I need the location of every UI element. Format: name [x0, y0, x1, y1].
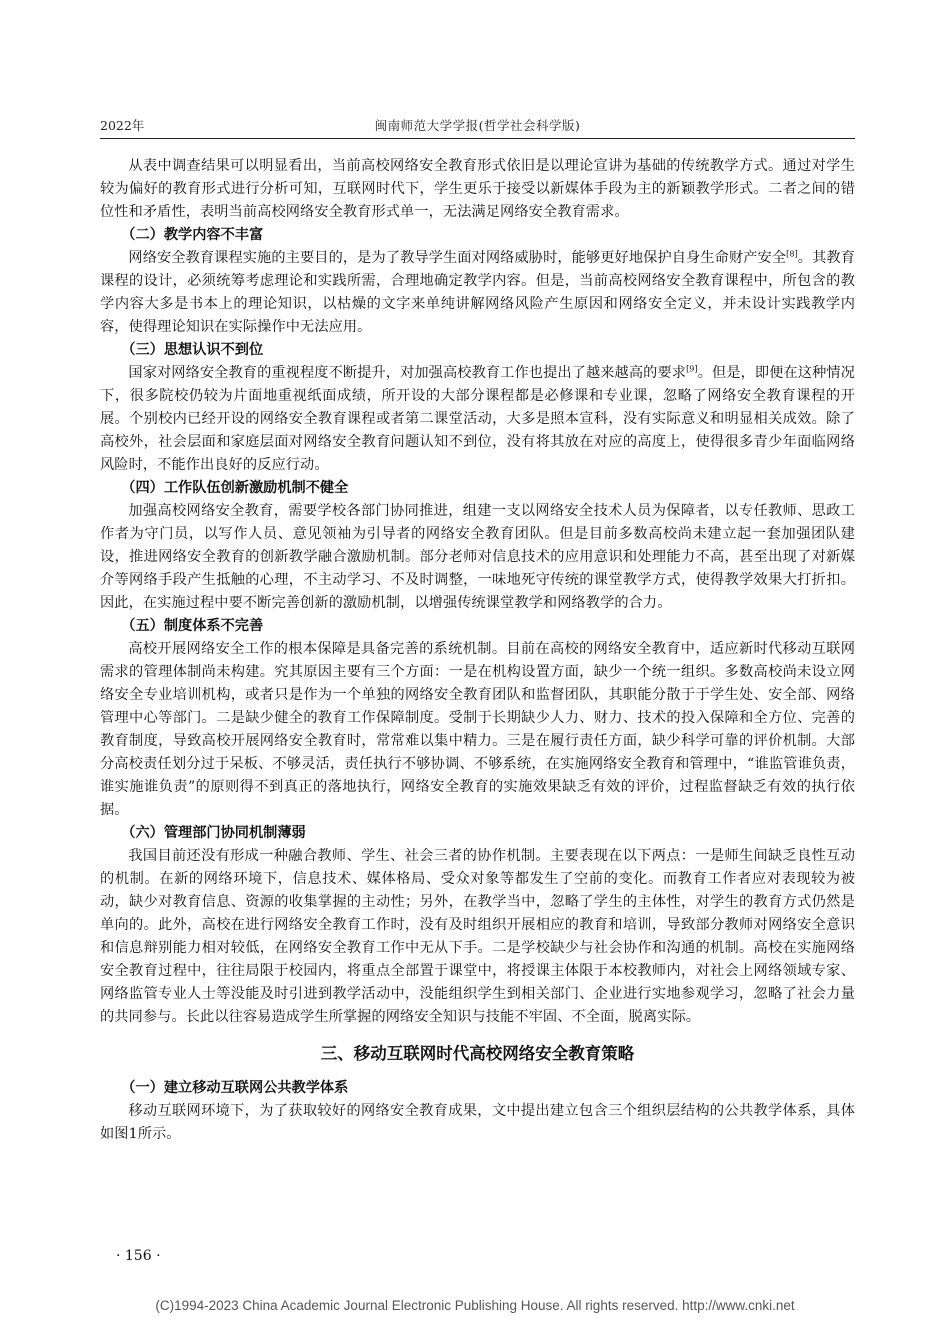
text-run: 。但是，即便在这种情况下，很多院校仍较为片面地重视纸面成绩，所开设的大部分课程都是必修课和专业课，忽略了网络安全教育课程的开展。个别校内已经开设的网络安全教育课程或者第二课堂活动，大多是照本宣科，没有实际意义和明显相关成效。除了高校外，社会层面和家庭层面对网络安全教育问题认知不到位，没有将其放在对应的高度上，使得很多青少年面临网络风险时，不能作出良好的反应行动。	[100, 365, 855, 473]
page-number: · 156 ·	[116, 1248, 161, 1264]
subheading-awareness: （三）思想认识不到位	[121, 342, 264, 358]
header-journal-title: 闽南师范大学学报(哲学社会科学版)	[374, 118, 581, 133]
text-run: 网络安全教育课程实施的主要目的，是为了教导学生面对网络威胁时，能够更好地保护自身生命财产安全	[128, 250, 787, 266]
section-heading-strategies: 三、移动互联网时代高校网络安全教育策略	[320, 1044, 635, 1063]
subheading-teaching-content: （二）教学内容不丰富	[121, 227, 264, 243]
subheading-coordination: （六）管理部门协同机制薄弱	[121, 825, 306, 841]
paragraph-system: 高校开展网络安全工作的根本保障是具备完善的系统机制。目前在高校的网络安全教育中，适应新时代移动互联网需求的管理体制尚未构建。究其原因主要有三个方面：一是在机构设置方面，缺少一个统一组织。多数高校尚未设立网络安全专业培训机构，或者只是作为一个单独的网络安全教育团队和监督团队，其职能分散于于学生处、安全部、网络管理中心等部门。二是缺少健全的教育工作保障制度。受制于长期缺少人力、财力、技术的投入保障和全方位、完善的教育制度，导致高校开展网络安全教育时，常常难以集中精力。三是在履行责任方面，缺少科学可靠的评价机制。大部分高校责任划分过于呆板、不够灵活，责任执行不够协调、不够系统，在实施网络安全教育和管理中，“谁监管谁负责，谁实施谁负责”的原则得不到真正的落地执行，网络安全教育的实施效果缺乏有效的评价，过程监督缺乏有效的执行依据。	[100, 641, 855, 818]
citation-ref: [8]	[786, 249, 798, 259]
paragraph-teaching-content	[100, 247, 855, 339]
paragraph-public-teaching: 移动互联网环境下，为了获取较好的网络安全教育成果，文中提出建立包含三个组织层结构的公共教学体系，具体如图1所示。	[100, 1103, 855, 1142]
paragraph-coordination: 我国目前还没有形成一种融合教师、学生、社会三者的协作机制。主要表现在以下两点：一是师生间缺乏良性互动的机制。在新的网络环境下，信息技术、媒体格局、受众对象等都发生了空前的变化。而教育工作者应对表现较为被动，缺少对教育信息、资源的收集掌握的主动性；另外，在教学当中，忽略了学生的主体性，对学生的教育方式仍然是单向的。此外，高校在进行网络安全教育工作时，没有及时组织开展相应的教育和培训，导致部分教师对网络安全意识和信息辩别能力相对较低，在网络安全教育工作中无从下手。二是学校缺少与社会协作和沟通的机制。高校在实施网络安全教育过程中，往往局限于校园内，将重点全部置于课堂中，将授课主体限于本校教师内，对社会上网络领域专家、网络监管专业人士等没能及时引进到教学活动中，没能组织学生到相关部门、企业进行实地参观学习，忽略了社会力量的共同参与。长此以往容易造成学生所掌握的网络安全知识与技能不牢固、不全面，脱离实际。	[100, 848, 855, 1025]
text-run: 国家对网络安全教育的重视程度不断提升，对加强高校教育工作也提出了越来越高的要求	[128, 365, 687, 381]
copyright-footer: (C)1994-2023 China Academic Journal Electronic Publishing House. All rights reserved. http://www.cnki.net	[155, 1298, 795, 1313]
paragraph-incentive: 加强高校网络安全教育，需要学校各部门协同推进，组建一支以网络安全技术人员为保障者，以专任教师、思政工作者为守门员，以写作人员、意见领袖为引导者的网络安全教育团队。但是目前多数高校尚未建立起一套加强团队建设，推进网络安全教育的创新教学融合激励机制。部分老师对信息技术的应用意识和处理能力不高，甚至出现了对新媒介等网络手段产生抵触的心理，不主动学习、不及时调整，一味地死守传统的课堂教学方式，使得教学效果大打折扣。因此，在实施过程中要不断完善创新的激励机制，以增强传统课堂教学和网络教学的合力。	[100, 503, 855, 611]
citation-ref: [9]	[686, 364, 698, 374]
text-run: 。其教育课程的设计，必须统筹考虑理论和实践所需，合理地确定教学内容。但是，当前高校网络安全教育课程中，所包含的教学内容大多是书本上的理论知识，以枯燥的文字来单纯讲解网络风险产生原因和网络安全定义，并未设计实践教学内容，使得理论知识在实际操作中无法应用。	[100, 250, 855, 335]
running-header	[100, 116, 855, 139]
subheading-incentive: （四）工作队伍创新激励机制不健全	[121, 480, 349, 496]
header-year: 2022年	[100, 118, 145, 133]
paragraph-table-analysis: 从表中调查结果可以明显看出，当前高校网络安全教育形式依旧是以理论宣讲为基础的传统教学方式。通过对学生较为偏好的教育形式进行分析可知，互联网时代下，学生更乐于接受以新媒体手段为主的新颖教学形式。二者之间的错位性和矛盾性，表明当前高校网络安全教育形式单一，无法满足网络安全教育需求。	[100, 158, 855, 220]
subheading-system: （五）制度体系不完善	[121, 618, 264, 634]
subheading-public-teaching: （一）建立移动互联网公共教学体系	[121, 1080, 349, 1096]
article-body	[100, 155, 855, 1146]
paragraph-awareness	[100, 362, 855, 477]
